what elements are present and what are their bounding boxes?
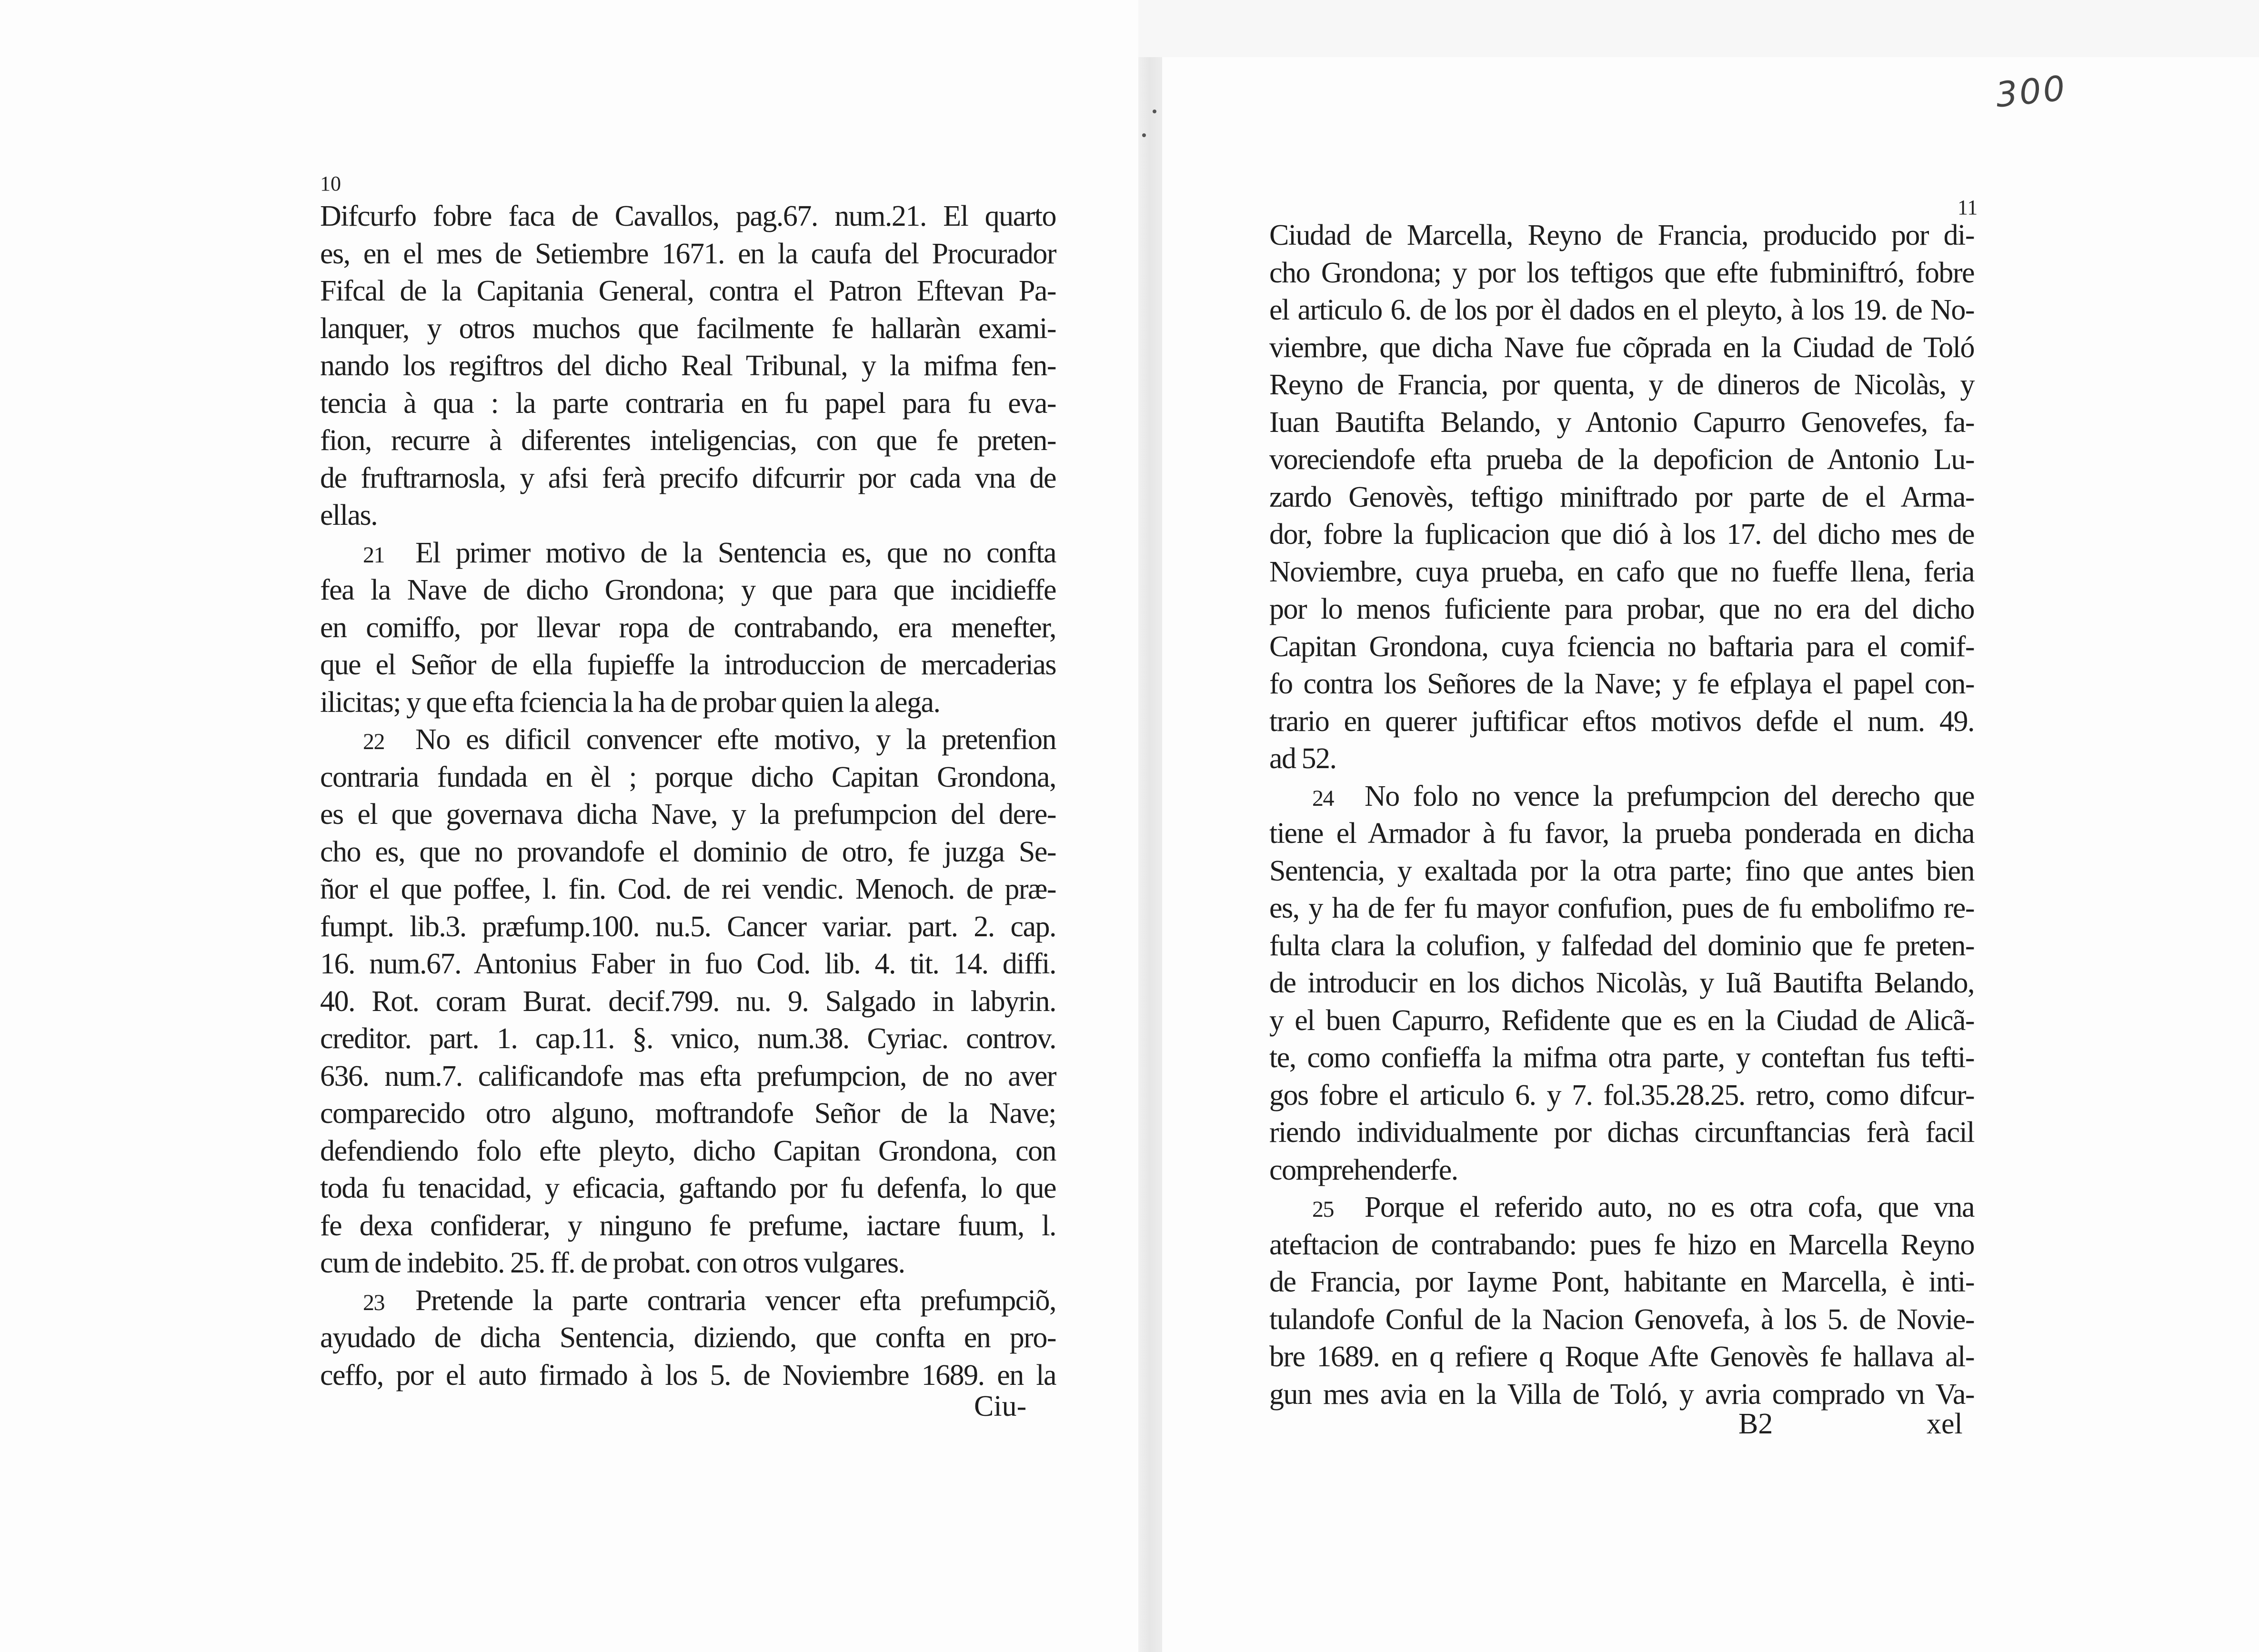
paragraph-number: 23 — [363, 1290, 384, 1315]
text-line — [1269, 1263, 1974, 1301]
line-text: creditor. part. 1. cap.11. §. vnico, num.38. Cyriac. controv. — [320, 1022, 1056, 1055]
text-line — [320, 871, 1056, 908]
text-line — [320, 646, 1056, 684]
text-line — [1269, 1002, 1974, 1040]
line-text: Capitan Grondona, cuya fciencia no baftaria para el comif- — [1269, 630, 1974, 663]
gutter-speck — [1142, 133, 1146, 137]
text-line — [1269, 404, 1974, 441]
text-line — [1269, 964, 1974, 1002]
text-line — [320, 1319, 1056, 1357]
line-text: 16. num.67. Antonius Faber in fuo Cod. lib. 4. tit. 14. diffi. — [320, 948, 1056, 980]
line-text: comparecido otro alguno, moftrandofe Señor de la Nave; — [320, 1097, 1056, 1130]
line-text: defendiendo folo efte pleyto, dicho Capitan Grondona, con — [320, 1134, 1056, 1167]
line-text: tulandofe Conful de la Nacion Genovefa, à los 5. de Novie- — [1269, 1303, 1974, 1336]
line-text: gun mes avia en la Villa de Toló, y avria comprado vn Va- — [1269, 1378, 1974, 1411]
text-line — [1269, 815, 1974, 852]
line-text: trario en querer juftificar eftos motivos defde el num. 49. — [1269, 705, 1974, 738]
line-text: de Francia, por Iayme Pont, habitante en Marcella, è inti- — [1269, 1266, 1974, 1298]
text-line — [320, 1357, 1056, 1394]
text-line — [320, 1207, 1056, 1245]
text-line — [320, 684, 1056, 721]
text-line — [1269, 553, 1974, 591]
paragraph-number: 21 — [363, 542, 384, 568]
line-text: ayudado de dicha Sentencia, diziendo, que confta en pro- — [320, 1322, 1056, 1354]
line-text: Sentencia, y exaltada por la otra parte; fino que antes bien — [1269, 854, 1974, 887]
line-text: Pretende la parte contraria vencer efta prefumpciõ, — [415, 1284, 1056, 1317]
text-line — [320, 1132, 1056, 1170]
signature-mark: B2 — [1738, 1408, 1773, 1440]
paragraph-number: 25 — [1312, 1197, 1334, 1222]
line-text: 40. Rot. coram Burat. decif.799. nu. 9. Salgado in labyrin. — [320, 985, 1056, 1018]
line-text: Iuan Bautifta Belando, y Antonio Capurro Genovefes, fa- — [1269, 406, 1974, 439]
right-page-text — [1269, 217, 1974, 1413]
line-text: contraria fundada en èl ; porque dicho Capitan Grondona, — [320, 761, 1056, 793]
line-text: ad 52. — [1269, 742, 1336, 775]
line-text: y el buen Capurro, Refidente que es en la Ciudad de Alicã- — [1269, 1004, 1974, 1037]
text-line — [1269, 1077, 1974, 1114]
text-line — [320, 385, 1056, 422]
text-line — [1269, 1338, 1974, 1376]
line-text: Ciudad de Marcella, Reyno de Francia, producido por di- — [1269, 219, 1974, 251]
line-text: Fifcal de la Capitania General, contra el Patron Eftevan Pa- — [320, 275, 1056, 307]
text-line — [320, 908, 1056, 946]
text-line — [1269, 329, 1974, 367]
text-line — [1269, 1039, 1974, 1077]
line-text: fe dexa confiderar, y ninguno fe prefume, iactare fuum, l. — [320, 1209, 1056, 1242]
line-text: ilicitas; y que efta fciencia la ha de probar quien la alega. — [320, 686, 940, 719]
text-line — [320, 1170, 1056, 1207]
line-text: ñor el que poffee, l. fin. Cod. de rei vendic. Menoch. de præ- — [320, 873, 1056, 905]
line-text: El primer motivo de la Sentencia es, que no confta — [415, 536, 1056, 569]
line-text: comprehenderfe. — [1269, 1153, 1458, 1186]
text-line — [320, 983, 1056, 1021]
line-text: fion, recurre à diferentes inteligencias, con que fe preten- — [320, 424, 1056, 457]
text-line — [1269, 740, 1974, 778]
text-line — [320, 571, 1056, 609]
line-text: tiene el Armador à fu favor, la prueba ponderada en dicha — [1269, 817, 1974, 850]
left-page-catchword: Ciu- — [974, 1390, 1027, 1422]
line-text: de fruftrarnosla, y afsi ferà precifo difcurrir por cada vna de — [320, 461, 1056, 494]
text-line — [320, 460, 1056, 497]
text-line — [1269, 1226, 1974, 1264]
line-text: en comiffo, por llevar ropa de contrabando, era menefter, — [320, 611, 1056, 644]
line-text: Reyno de Francia, por quenta, y de dineros de Nicolàs, y — [1269, 369, 1974, 401]
line-text: ateftacion de contrabando: pues fe hizo en Marcella Reyno — [1269, 1228, 1974, 1261]
text-line — [320, 272, 1056, 310]
text-line — [1269, 1151, 1974, 1189]
text-line — [320, 1095, 1056, 1132]
line-text: lanquer, y otros muchos que facilmente fe hallaràn exami- — [320, 312, 1056, 345]
text-line — [320, 1244, 1056, 1282]
text-line — [1269, 591, 1974, 628]
text-line — [320, 198, 1056, 235]
handwritten-foliation: 300 — [1994, 68, 2069, 115]
text-line — [1269, 703, 1974, 741]
paragraph-start-line — [320, 721, 1056, 759]
line-text: 636. num.7. calificandofe mas efta prefumpcion, de no aver — [320, 1060, 1056, 1092]
text-line — [1269, 1376, 1974, 1413]
line-text: No es dificil convencer efte motivo, y la pretenfion — [415, 723, 1056, 756]
text-line — [1269, 628, 1974, 666]
line-text: Noviembre, cuya prueba, en cafo que no fueffe llena, feria — [1269, 555, 1974, 588]
line-text: que el Señor de ella fupieffe la introduccion de mercaderias — [320, 649, 1056, 681]
line-text: bre 1689. en q refiere q Roque Afte Genovès fe hallava al- — [1269, 1341, 1974, 1373]
text-line — [1269, 665, 1974, 703]
line-text: fulta clara la colufion, y falfedad del dominio que fe preten- — [1269, 929, 1974, 962]
line-text: el articulo 6. de los por èl dados en el pleyto, à los 19. de No- — [1269, 294, 1974, 326]
line-text: riendo individualmente por dichas circunftancias ferà facil — [1269, 1116, 1974, 1149]
text-line — [320, 945, 1056, 983]
text-line — [1269, 1114, 1974, 1151]
line-text: es el que governava dicha Nave, y la prefumpcion del dere- — [320, 798, 1056, 831]
paragraph-start-line — [1269, 1189, 1974, 1226]
line-text: cho Grondona; y por los teftigos que efte fubminiftró, fobre — [1269, 256, 1974, 289]
text-line — [320, 347, 1056, 385]
text-line — [320, 1020, 1056, 1058]
text-line — [320, 759, 1056, 796]
text-line — [320, 609, 1056, 647]
paragraph-start-line — [1269, 778, 1974, 815]
left-page-folio: 10 — [320, 172, 341, 195]
line-text: cum de indebito. 25. ff. de probat. con otros vulgares. — [320, 1247, 905, 1279]
right-page-catchword: xel — [1927, 1408, 1963, 1440]
text-line — [1269, 927, 1974, 965]
line-text: Difcurfo fobre faca de Cavallos, pag.67. num.21. El quarto — [320, 200, 1056, 232]
right-page-folio: 11 — [1958, 196, 1978, 219]
text-line — [1269, 441, 1974, 479]
line-text: zardo Genovès, teftigo miniftrado por parte de el Arma- — [1269, 481, 1974, 513]
text-line — [320, 497, 1056, 534]
text-line — [1269, 217, 1974, 254]
line-text: te, como confieffa la mifma otra parte, y conteftan fus tefti- — [1269, 1041, 1974, 1074]
line-text: toda fu tenacidad, y eficacia, gaftando por fu defenfa, lo que — [320, 1172, 1056, 1204]
line-text: cho es, que no provandofe el dominio de otro, fe juzga Se- — [320, 835, 1056, 868]
text-line — [1269, 291, 1974, 329]
line-text: viembre, que dicha Nave fue cõprada en la Ciudad de Toló — [1269, 331, 1974, 364]
line-text: Porque el referido auto, no es otra cofa, que vna — [1365, 1191, 1974, 1223]
line-text: voreciendofe efta prueba de la depoficion de Antonio Lu- — [1269, 443, 1974, 476]
text-line — [1269, 254, 1974, 292]
line-text: gos fobre el articulo 6. y 7. fol.35.28.25. retro, como difcur- — [1269, 1079, 1974, 1111]
text-line — [1269, 852, 1974, 890]
text-line — [320, 833, 1056, 871]
line-text: es, y ha de fer fu mayor confufion, pues de fu embolifmo re- — [1269, 892, 1974, 924]
line-text: No folo no vence la prefumpcion del derecho que — [1365, 780, 1974, 812]
text-line — [1269, 1301, 1974, 1339]
text-line — [320, 1058, 1056, 1095]
text-line — [320, 796, 1056, 833]
line-text: tencia à qua : la parte contraria en fu papel para fu eva- — [320, 387, 1056, 420]
text-line — [320, 422, 1056, 460]
paragraph-start-line — [320, 1282, 1056, 1320]
left-page-text — [320, 198, 1056, 1394]
paragraph-number: 24 — [1312, 785, 1334, 811]
line-text: ellas. — [320, 499, 378, 531]
paragraph-start-line — [320, 534, 1056, 572]
line-text: de introducir en los dichos Nicolàs, y Iuã Bautifta Belando, — [1269, 967, 1974, 999]
line-text: por lo menos fuficiente para probar, que no era del dicho — [1269, 593, 1974, 625]
text-line — [1269, 479, 1974, 516]
line-text: nando los regiftros del dicho Real Tribunal, y la mifma fen- — [320, 350, 1056, 382]
line-text: fo contra los Señores de la Nave; y fe efplaya el papel con- — [1269, 668, 1974, 700]
paragraph-number: 22 — [363, 729, 384, 754]
text-line — [320, 235, 1056, 273]
text-line — [1269, 516, 1974, 553]
line-text: fumpt. lib.3. præfump.100. nu.5. Cancer variar. part. 2. cap. — [320, 910, 1056, 943]
line-text: dor, fobre la fuplicacion que dió à los 17. del dicho mes de — [1269, 518, 1974, 551]
text-line — [1269, 890, 1974, 927]
line-text: es, en el mes de Setiembre 1671. en la caufa del Procurador — [320, 237, 1056, 270]
text-line — [1269, 366, 1974, 404]
line-text: ceffo, por el auto firmado à los 5. de Noviembre 1689. en la — [320, 1359, 1056, 1392]
line-text: fea la Nave de dicho Grondona; y que para que incidieffe — [320, 574, 1056, 606]
text-line — [320, 310, 1056, 348]
gutter-speck — [1153, 110, 1156, 113]
